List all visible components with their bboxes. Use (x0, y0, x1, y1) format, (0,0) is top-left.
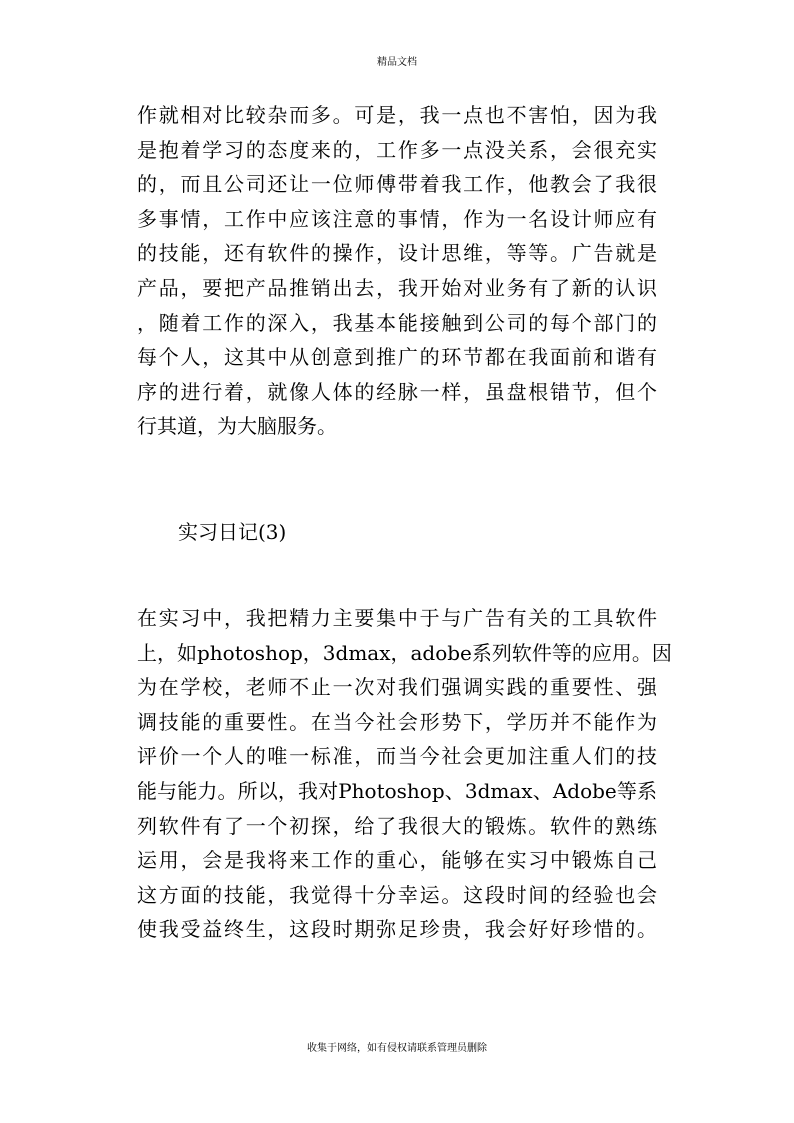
paragraph-line: 运用，会是我将来工作的重心，能够在实习中锻炼自己 (137, 848, 657, 873)
paragraph-line: 在实习中，我把精力主要集中于与广告有关的工具软件 (137, 606, 657, 630)
paragraph-2 (137, 601, 672, 947)
paragraph-line: 多事情，工作中应该注意的事情，作为一名设计师应有 (137, 206, 657, 231)
paragraph-line: 行其道，为大脑服务。 (137, 414, 337, 439)
paragraph-line: 能与能力。所以，我对Photoshop、3dmax、Adobe等系 (137, 778, 657, 803)
paragraph-line: 为在学校，老师不止一次对我们强调实践的重要性、强 (137, 675, 657, 700)
paragraph-line: 这方面的技能，我觉得十分幸运。这段时间的经验也会 (137, 882, 657, 907)
section-heading: 实习日记(3) (178, 520, 287, 544)
paragraph-line: 序的进行着，就像人体的经脉一样，虽盘根错节，但个 (137, 379, 657, 404)
page-header: 精品文档 (377, 57, 417, 68)
paragraph-line: 是抱着学习的态度来的，工作多一点没关系，会很充实 (137, 137, 657, 162)
paragraph-line: 产品，要把产品推销出去，我开始对业务有了新的认识 (137, 275, 657, 300)
paragraph-line: ，随着工作的深入，我基本能接触到公司的每个部门的 (137, 310, 657, 335)
page-footer: 收集于网络，如有侵权请联系管理员删除 (307, 1043, 487, 1054)
paragraph-1 (137, 98, 657, 444)
paragraph-line: 的，而且公司还让一位师傅带着我工作，他教会了我很 (137, 172, 657, 197)
paragraph-line: 评价一个人的唯一标准，而当今社会更加注重人们的技 (137, 744, 657, 769)
paragraph-line: 使我受益终生，这段时期弥足珍贵，我会好好珍惜的。 (137, 917, 657, 942)
paragraph-line: 每个人，这其中从创意到推广的环节都在我面前和谐有 (137, 345, 657, 370)
paragraph-line: 上，如photoshop，3dmax，adobe系列软件等的应用。因 (137, 640, 672, 665)
paragraph-line: 作就相对比较杂而多。可是，我一点也不害怕，因为我 (137, 103, 657, 127)
paragraph-line: 调技能的重要性。在当今社会形势下，学历并不能作为 (137, 709, 657, 734)
paragraph-line: 的技能，还有软件的操作，设计思维，等等。广告就是 (137, 241, 657, 266)
paragraph-line: 列软件有了一个初探，给了我很大的锻炼。软件的熟练 (137, 813, 657, 838)
